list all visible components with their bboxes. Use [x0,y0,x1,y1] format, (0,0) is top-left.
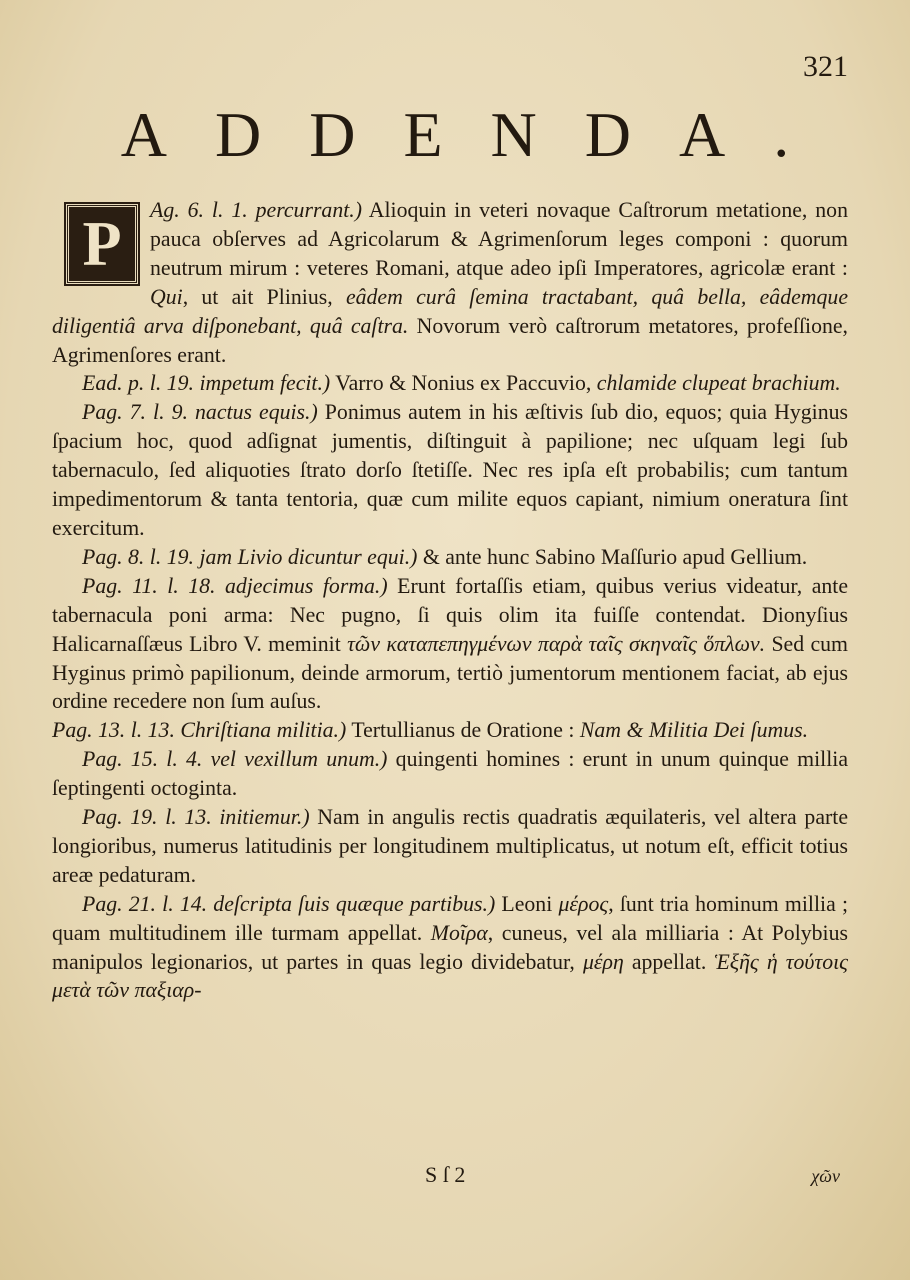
entry-reference: Pag. 8. l. 19. jam Livio dicuntur equi.) [82,544,418,569]
addenda-entry [52,398,848,543]
entry-quotation: eâdem curâ ſemina tractabant, quâ bella, eâdemque diligentiâ arva diſponebant, quâ caſtra. [52,284,848,338]
entry-quotation: Nam & Militia Dei ſumus. [579,718,809,743]
entry-reference: Pag. 13. l. 13. Chriſtiana militia.) [52,718,347,743]
entry-text: & ante hunc Sabino Maſſurio apud Gellium. [417,544,808,569]
entry-quotation: τῶν καταπεπηγμένων παρὰ ταῖς σκηναῖς ὅπλων. [347,631,766,656]
addenda-entry [52,745,848,803]
entry-reference: Pag. 7. l. 9. nactus equis.) [82,400,318,425]
entry-quotation: Qui [150,284,183,309]
entry-reference: Pag. 19. l. 13. initiemur.) [82,805,310,830]
entry-reference: Ead. p. l. 19. impetum fecit.) [82,371,331,396]
entry-quotation: chlamide clupeat brachium. [596,371,841,396]
addenda-entry [52,572,848,717]
entry-text: Leoni [495,891,559,916]
entry-quotation: μέρη [582,949,624,974]
entry-text: Alioquin in veteri novaque Caſtrorum metatione, non pauca obſerves ad Agricolarum & Agrimenſorum leges componi : quorum neutrum mirum : veteres Romani, atque adeo ipſi Imperatores, agricolæ erant : [150,198,848,280]
entry-list [52,196,848,1005]
entry-reference: Pag. 21. l. 14. deſcripta ſuis quæque partibus.) [82,891,496,916]
addenda-entry [52,890,848,1006]
page-title: ADDENDA. [120,99,838,170]
entry-text: Nam in angulis rectis quadratis æquilateris, vel altera parte longioribus, numerus latitudinis per longitudinem multiplicatus, ut notum eſt, efficit totius areæ pedaturam. [52,805,848,887]
entry-text: , ut ait Plinius, [182,284,346,309]
entry-text: appellat. [623,949,715,974]
addenda-entry [52,196,848,369]
addenda-body [52,196,848,1005]
entry-quotation: μέρος [558,891,609,916]
entry-reference: Pag. 15. l. 4. vel vexillum unum.) [82,747,388,772]
entry-text: Ponimus autem in his æſtivis ſub dio, equos; quia Hyginus ſpacium hoc, quod adſignat jumentis, diſtinguit à papilione; nec uſquam legi ſub tabernaculo, ſed aliquoties ſtrato dorſo ſtetiſſe. Nec res ipſa eſt probabilis; cum tantum impedimentorum & tanta tentoria, quæ cum milite equos capiant, nimium oneratura ſint exercitum. [52,400,848,540]
entry-text: Varro & Nonius ex Paccuvio, [330,371,597,396]
entry-text: Erunt fortaſſis etiam, quibus verius videatur, ante tabernacula poni arma: Nec pugno, ſi quis olim ita fuiſſe contendat. Dionyſius Halicarnaſſæus Libro V. meminit [52,573,848,656]
catchword: χῶν [811,1166,840,1186]
entry-text: , cuneus, vel ala milliaria : At Polybius manipulos legionarios, ut partes in quas legio dividebatur, [52,920,848,974]
entry-text: quingenti homines : erunt in unum quinque millia ſeptingenti octoginta. [52,747,849,801]
entry-text: Sed cum Hyginus primò papilionum, deinde armorum, tertiò jumentorum mentionem faciat, ab ejus ordine recedere non ſum auſus. [52,631,848,714]
entry-quotation: Μοῖρα [430,920,488,945]
entry-text: Novorum verò caſtrorum metatores, profeſſione, Agrimenſores erant. [52,313,848,367]
addenda-entry [52,543,848,572]
entry-reference: Pag. 11. l. 18. adjecimus forma.) [82,573,388,598]
entry-text: , ſunt tria hominum millia ; quam multitudinem ille turmam appellat. [52,891,848,945]
ornamental-drop-cap: P [66,204,138,284]
addenda-entry [52,803,848,890]
entry-text: Tertullianus de Oratione : [346,718,580,743]
page-number: 321 [803,50,848,83]
addenda-entry [52,369,848,398]
addenda-entry [52,716,848,745]
entry-reference: Ag. 6. l. 1. percurrant.) [150,198,362,222]
signature-mark: S ſ 2 [425,1162,466,1187]
entry-quotation: Ἑξῆς ἡ τούτοις μετὰ τῶν παξιαρ- [52,949,849,1003]
